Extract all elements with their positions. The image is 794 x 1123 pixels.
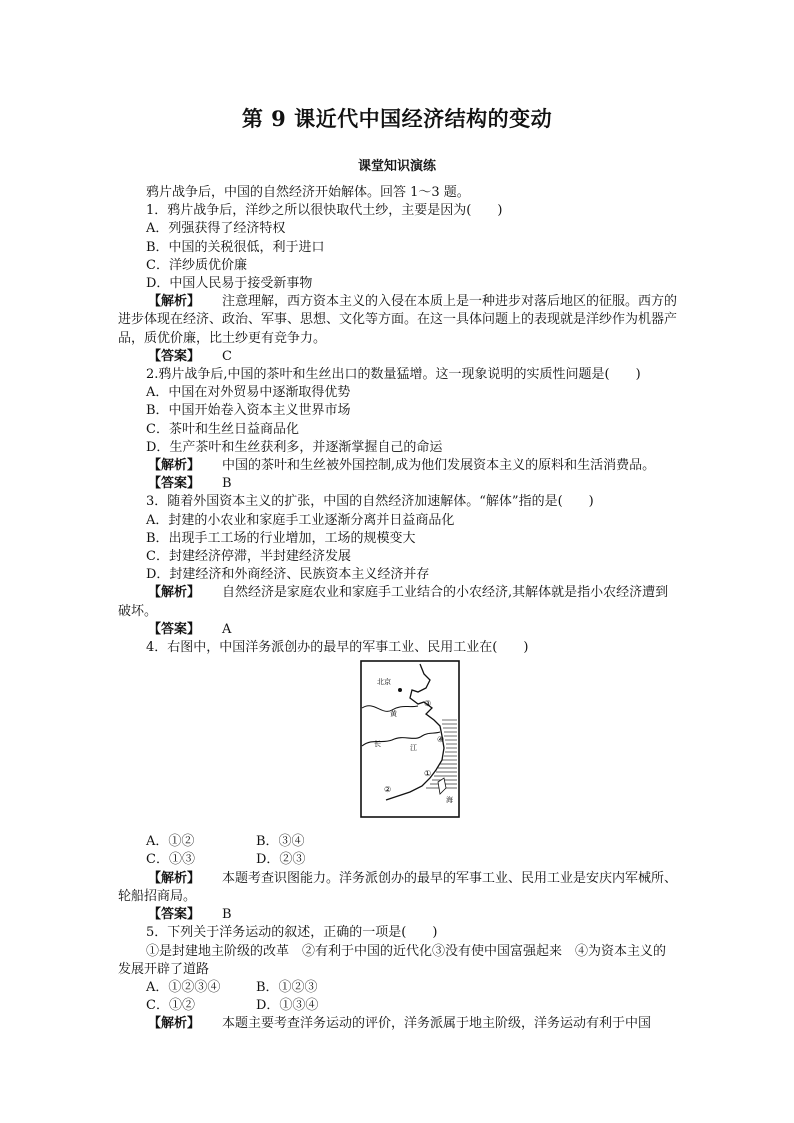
q5-analysis bbox=[118, 1015, 678, 1033]
section-title: 课堂知识演练 bbox=[357, 159, 436, 174]
map-label-huang: 黄 bbox=[390, 710, 397, 719]
q1-option-d: D．中国人民易于接受新事物 bbox=[146, 276, 313, 292]
map-figure bbox=[118, 657, 678, 833]
q4-option-d: D．②③ bbox=[256, 852, 306, 868]
q1-analysis-text: 注意理解，西方资本主义的入侵在本质上是一种进步对落后地区的征服。西方的进步体现在经济、政治、军事、思想、文化等方面。在这一具体问题上的表现就是洋纱作为机器产品，质优价廉，比土纱更有竞争力。 bbox=[118, 294, 678, 346]
analysis-label: 【解析】 bbox=[148, 458, 201, 474]
analysis-label: 【解析】 bbox=[148, 294, 201, 310]
answer-label: 【答案】 bbox=[148, 348, 201, 364]
q1-option-b: B．中国的关税很低，利于进口 bbox=[146, 239, 325, 255]
q3-option-a: A．封建的小农业和家庭手工业逐渐分离并日益商品化 bbox=[146, 512, 455, 528]
q2-analysis bbox=[118, 457, 678, 475]
map-label-1: ① bbox=[424, 769, 432, 779]
q1-option-a: A．列强获得了经济特权 bbox=[146, 221, 286, 237]
analysis-label: 【解析】 bbox=[148, 870, 201, 886]
map-label-chang: 长 bbox=[374, 740, 381, 749]
q2-option-c: C．茶叶和生丝日益商品化 bbox=[146, 421, 299, 437]
answer-label: 【答案】 bbox=[148, 907, 201, 923]
intro: 鸦片战争后，中国的自然经济开始解体。回答 1～3 题。 bbox=[146, 185, 470, 200]
q1-stem: 1．鸦片战争后，洋纱之所以很快取代土纱，主要是因为( ) bbox=[146, 203, 503, 219]
map-label-2: ② bbox=[384, 785, 392, 795]
beijing-marker bbox=[398, 688, 402, 692]
q2-option-a: A．中国在对外贸易中逐渐取得优势 bbox=[146, 385, 351, 401]
q4-option-a: A．①② bbox=[146, 834, 195, 850]
q2-analysis-text: 中国的茶叶和生丝被外国控制,成为他们发展资本主义的原料和生活消费品。 bbox=[222, 458, 656, 474]
q2-answer-text: B bbox=[222, 476, 232, 492]
q1-answer bbox=[118, 348, 678, 366]
q4-answer-text: B bbox=[222, 907, 232, 923]
map-label-jiang: 江 bbox=[410, 744, 417, 753]
content bbox=[118, 184, 678, 1034]
answer-label: 【答案】 bbox=[148, 476, 201, 492]
q3-option-b: B．出现手工工场的行业增加，工场的规模变大 bbox=[146, 530, 416, 546]
q1-option-c: C．洋纱质优价廉 bbox=[146, 257, 247, 273]
q5-analysis-text: 本题主要考查洋务运动的评价，洋务派属于地主阶级，洋务运动有利于中国 bbox=[222, 1016, 652, 1032]
q5-items: ①是封建地主阶级的改革 ②有利于中国的近代化③没有使中国富强起来 ④为资本主义的发展开辟了道路 bbox=[118, 943, 667, 977]
q5-option-d: D．①③④ bbox=[256, 998, 319, 1014]
q3-answer bbox=[118, 621, 678, 639]
q3-analysis bbox=[118, 584, 678, 620]
q1-answer-text: C bbox=[222, 348, 232, 364]
q4-options-row1 bbox=[118, 833, 678, 851]
q4-option-b: B．③④ bbox=[256, 834, 305, 850]
analysis-label: 【解析】 bbox=[148, 1016, 201, 1032]
q4-options-row2 bbox=[118, 851, 678, 869]
q2-answer bbox=[118, 475, 678, 493]
q5-option-b: B．①②③ bbox=[256, 979, 318, 995]
q3-option-c: C．封建经济停滞，半封建经济发展 bbox=[146, 549, 351, 565]
q4-analysis bbox=[118, 870, 678, 906]
q5-option-a: A．①②③④ bbox=[146, 979, 221, 995]
q4-analysis-text: 本题考查识图能力。洋务派创办的最早的军事工业、民用工业是安庆内军械所、轮船招商局。 bbox=[118, 870, 678, 904]
q2-option-b: B．中国开始卷入资本主义世界市场 bbox=[146, 403, 351, 419]
map-label-beijing: 北京 bbox=[377, 678, 391, 687]
q4-answer bbox=[118, 906, 678, 924]
q2-option-d: D．生产茶叶和生丝获利多，并逐渐掌握自己的命运 bbox=[146, 439, 443, 455]
q5-option-c: C．①② bbox=[146, 998, 195, 1014]
q3-answer-text: A bbox=[222, 621, 232, 637]
page-title: 第 9 课近代中国经济结构的变动 bbox=[241, 106, 553, 131]
q4-stem: 4．右图中，中国洋务派创办的最早的军事工业、民用工业在( ) bbox=[146, 640, 529, 656]
q4-option-c: C．①③ bbox=[146, 852, 195, 868]
map-label-hai: 海 bbox=[446, 796, 453, 805]
map-label-3: ③ bbox=[424, 699, 432, 709]
q3-option-d: D．封建经济和外商经济、民族资本主义经济并存 bbox=[146, 567, 430, 583]
q5-stem: 5．下列关于洋务运动的叙述，正确的一项是( ) bbox=[146, 925, 438, 941]
analysis-label: 【解析】 bbox=[148, 585, 201, 601]
q3-stem: 3．随着外国资本主义的扩张，中国的自然经济加速解体。“解体”指的是( ) bbox=[146, 494, 594, 510]
q2-stem: 2.鸦片战争后,中国的茶叶和生丝出口的数量猛增。这一现象说明的实质性问题是( ) bbox=[146, 367, 641, 383]
q1-analysis bbox=[118, 293, 678, 348]
q5-options-row2 bbox=[118, 997, 678, 1015]
q3-analysis-text: 自然经济是家庭农业和家庭手工业结合的小农经济,其解体就是指小农经济遭到破坏。 bbox=[118, 585, 669, 619]
china-map bbox=[360, 660, 460, 818]
answer-label: 【答案】 bbox=[148, 621, 201, 637]
q5-options-row1 bbox=[118, 979, 678, 997]
map-frame bbox=[361, 661, 459, 817]
map-label-4: ④ bbox=[437, 735, 445, 745]
